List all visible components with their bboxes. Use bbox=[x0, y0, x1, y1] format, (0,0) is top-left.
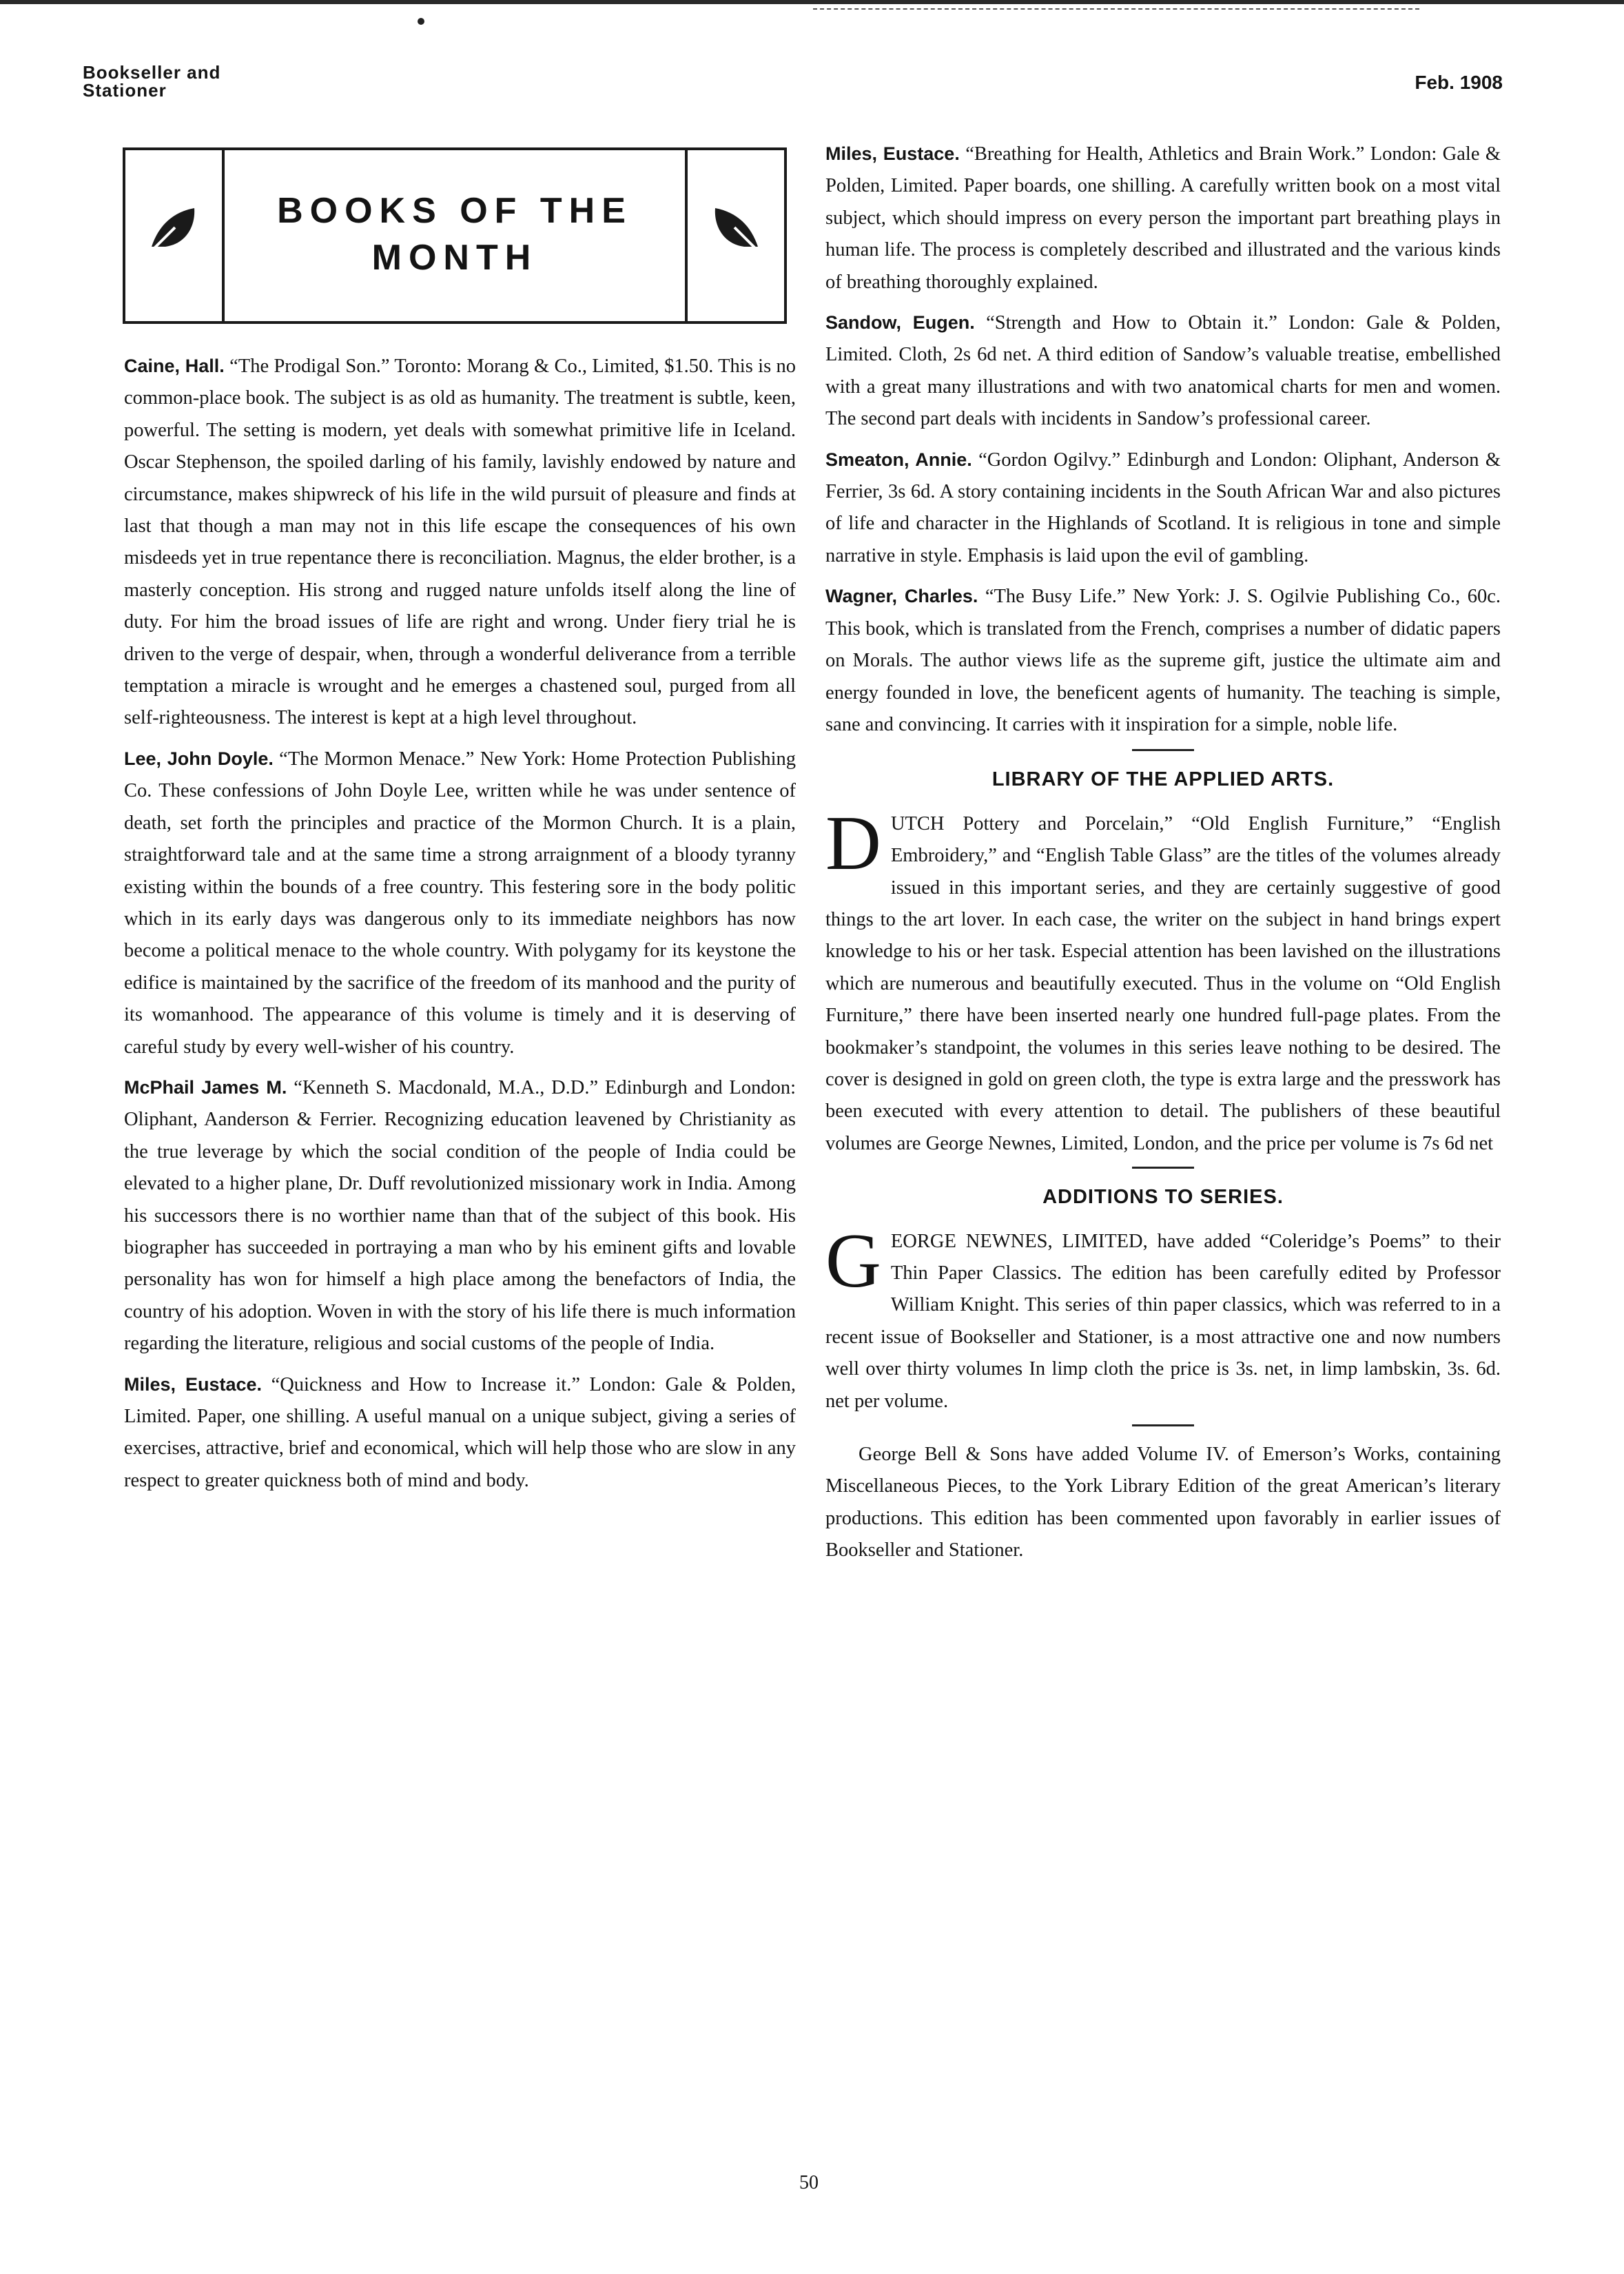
section-divider bbox=[1132, 749, 1194, 751]
entry-text: “Breathing for Health, Athletics and Brain Work.” London: Gale & Polden, Limited. Paper boards, one shilling. A carefully written book on a most vital subject, which should impress on every person the important part breathing plays in human life. The process is completely described and illustrated and the various kinds of breathing thoroughly explained. bbox=[825, 143, 1501, 293]
review-entry bbox=[825, 580, 1501, 741]
left-column bbox=[124, 350, 796, 1505]
entry-author: Lee, John Doyle. bbox=[124, 748, 274, 769]
entry-author: McPhail James M. bbox=[124, 1076, 287, 1098]
review-entry bbox=[124, 1369, 796, 1497]
library-section-heading: LIBRARY OF THE APPLIED ARTS. bbox=[991, 768, 1335, 791]
right-column bbox=[825, 138, 1501, 1567]
review-entry bbox=[124, 1072, 796, 1360]
entry-author: Smeaton, Annie. bbox=[825, 449, 972, 470]
review-entry bbox=[124, 743, 796, 1063]
review-entry bbox=[825, 444, 1501, 573]
running-head-date: Feb. 1908 bbox=[1415, 72, 1503, 93]
review-entry bbox=[825, 138, 1501, 298]
entry-text: “Quickness and How to Increase it.” London: Gale & Polden, Limited. Paper, one shilling. A useful manual on a unique subject, giving a series of exercises, attractive, brief and economical, which will help those who are slow in any respect to greater quickness both of mind and body. bbox=[124, 1373, 796, 1491]
section-divider bbox=[1132, 1424, 1194, 1426]
header-title-line1: BOOKS OF THE bbox=[277, 191, 633, 231]
leaf-ornament-icon bbox=[707, 198, 765, 256]
entry-author: Wagner, Charles. bbox=[825, 586, 978, 607]
entry-text: “The Prodigal Son.” Toronto: Morang & Co., Limited, $1.50. This is no common-place book. The subject is as old as humanity. The treatment is subtle, keen, powerful. The setting is modern, yet deals with somewhat primitive life in Iceland. Oscar Stephenson, the spoiled darling of his family, lavishly endowed by nature and circumstance, makes shipwreck of his life in the wild pursuit of pleasure and finds at last that though a man may not in this life escape the consequences of his own misdeeds yet in true repentance there is reconciliation. Magnus, the elder brother, is a masterly conception. His strong and rugged nature unfolds itself along the line of duty. For him the broad issues of life are right and wrong. Under fiery trial he is driven to the verge of despair, when, through a wonderful deliverance from a terrible temptation a miracle is wrought and he emerges a chastened soul, purged from all self-righteousness. The interest is kept at a high level throughout. bbox=[124, 356, 796, 729]
entry-text: “The Busy Life.” New York: J. S. Ogilvie Publishing Co., 60c. This book, which is translated from the French, comprises a number of didatic papers on Morals. The author views life as the supreme gift, justice the ultimate aim and energy founded in love, the beneficent agents of humanity. The teaching is simple, sane and convincing. It carries with it inspiration for a simple, noble life. bbox=[825, 586, 1501, 735]
page-number: 50 bbox=[799, 2172, 819, 2193]
top-dashed-rule bbox=[813, 8, 1419, 11]
header-title-frame bbox=[222, 147, 688, 324]
top-edge-rule bbox=[0, 0, 1624, 4]
library-section-text: UTCH Pottery and Porcelain,” “Old English Furniture,” “English Embroidery,” and “English Table Glass” are the titles of the volumes already issued in this important series, and they are certainly suggestive of good things to the art lover. In each case, the writer on the subject in hand brings expert knowledge to his or her task. Especial attention has been lavished on the illustrations which are numerous and beautifully executed. Thus in the volume on “Old English Furniture,” there have been inserted nearly one hundred full-page plates. From the bookmaker’s standpoint, the volumes in this series leave nothing to be desired. The cover is designed in gold on green cloth, the type is extra large and the presswork has been executed with every attention to detail. The publishers of these beautiful volumes are George Newnes, Limited, London, and the price per volume is 7s 6d net bbox=[825, 812, 1501, 1154]
additions-section-paragraph bbox=[825, 1218, 1501, 1417]
entry-author: Caine, Hall. bbox=[124, 356, 225, 376]
drop-cap: D bbox=[825, 800, 881, 886]
ink-dot bbox=[418, 18, 424, 25]
books-of-the-month-header bbox=[123, 147, 787, 324]
review-entry bbox=[825, 307, 1501, 436]
header-title-line2: MONTH bbox=[371, 238, 538, 278]
additions-second-paragraph: George Bell & Sons have added Volume IV. of Emerson’s Works, containing Miscellaneous Pieces, to the York Library Edition of the great American’s literary productions. This edition has been commented upon favorably in earlier issues of Bookseller and Stationer. bbox=[825, 1444, 1501, 1561]
additions-section-text: EORGE NEWNES, LIMITED, have added “Coleridge’s Poems” to their Thin Paper Classics. The edition has been carefully edited by Professor William Knight. This series of thin paper classics, which was referred to in a recent issue of Bookseller and Stationer, is a most attractive one and now numbers well over thirty volumes In limp cloth the price is 3s. net, in limp lambskin, 3s. 6d. net per volume. bbox=[825, 1230, 1501, 1412]
entry-text: “Gordon Ogilvy.” Edinburgh and London: Oliphant, Anderson & Ferrier, 3s 6d. A story containing incidents in the South African War and also pictures of life and character in the Highlands of Scotland. It is religious in tone and simple narrative in style. Emphasis is laid upon the evil of gambling. bbox=[825, 449, 1501, 566]
entry-text: “Strength and How to Obtain it.” London: Gale & Polden, Limited. Cloth, 2s 6d net. A third edition of Sandow’s valuable treatise, embellished with a great many illustrations and with two anatomical charts for men and women. The second part deals with incidents in Sandow’s professional career. bbox=[825, 312, 1501, 430]
leaf-ornament-icon bbox=[145, 198, 203, 256]
entry-author: Miles, Eustace. bbox=[124, 1373, 263, 1395]
additions-section-heading: ADDITIONS TO SERIES. bbox=[1042, 1186, 1284, 1209]
header-title bbox=[225, 187, 685, 281]
review-entry bbox=[124, 350, 796, 735]
entry-author: Miles, Eustace. bbox=[825, 143, 960, 164]
publication-name-line2: Stationer bbox=[83, 80, 167, 101]
drop-cap: G bbox=[825, 1218, 881, 1304]
running-head-publication bbox=[83, 63, 220, 99]
entry-text: “Kenneth S. Macdonald, M.A., D.D.” Edinburgh and London: Oliphant, Aanderson & Ferrier. Recognizing education leavened by Christianity as the true leverage by which the social condition of the people of India could be elevated to a higher plane, Dr. Duff revolutionized missionary work in India. Among his successors there is no worthier name than that of the subject of this book. His biographer has succeeded in portraying a man who by his eminent gifts and lovable personality has won for himself a high place among the benefactors of India, the country of his adoption. Woven in with the story of his life there is much information regarding the literature, religious and social customs of the people of India. bbox=[124, 1076, 796, 1355]
publication-name-line1: Bookseller and bbox=[83, 62, 221, 83]
entry-author: Sandow, Eugen. bbox=[825, 312, 975, 334]
library-section-paragraph bbox=[825, 800, 1501, 1160]
section-divider bbox=[1132, 1167, 1194, 1169]
entry-text: “The Mormon Menace.” New York: Home Protection Publishing Co. These confessions of John Doyle Lee, written while he was under sentence of death, set forth the principles and practice of the Mormon Church. It is a plain, straightforward tale and at the same time a strong arraignment of a bloody tyranny existing within the bounds of a free country. This festering sore in the body politic which in its early days was dangerous only to its immediate neighbors has now become a political menace to the whole country. With polygamy for its keystone the edifice is maintained by the sacrifice of the freedom of its manhood and the purity of its womanhood. The appearance of this volume is timely and it is deserving of careful study by every well-wisher of his country. bbox=[124, 748, 796, 1058]
